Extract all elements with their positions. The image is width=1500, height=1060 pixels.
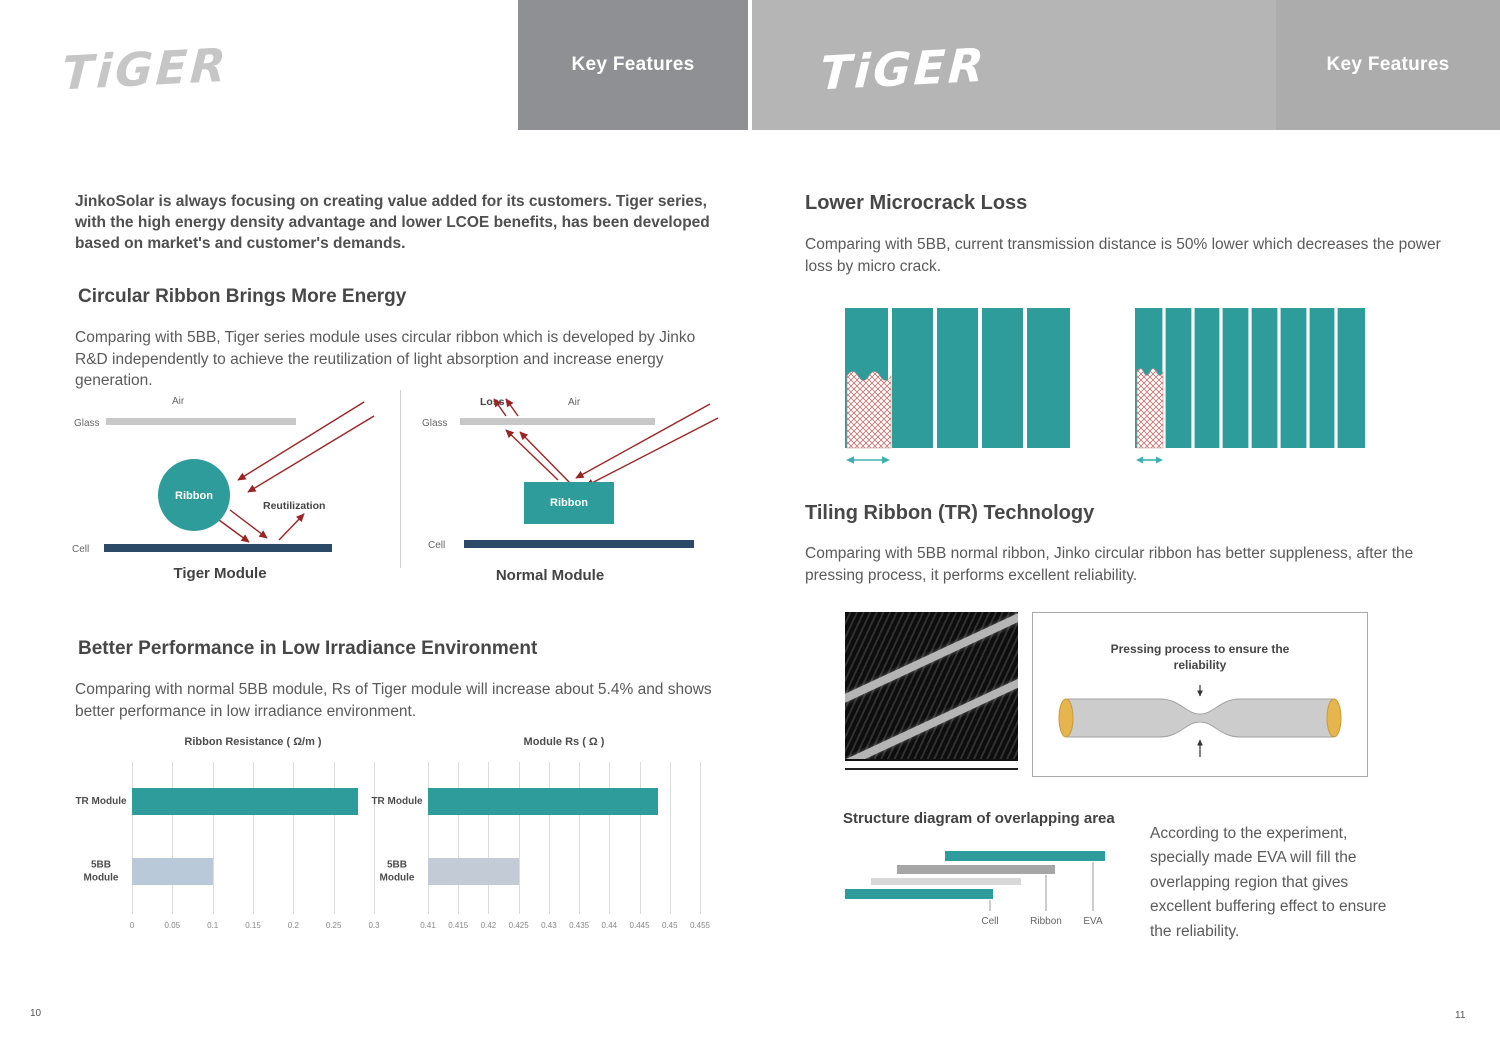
microcrack-panel-5bb: [1135, 308, 1365, 475]
gridline: [172, 762, 173, 914]
axis-tick-label: 0.435: [569, 921, 590, 930]
overlap-label-ribbon: Ribbon: [1030, 916, 1062, 927]
page-right: [750, 0, 1500, 1060]
tiling-ribbon-body: Comparing with 5BB normal ribbon, Jinko circular ribbon has better suppleness, after the pressing process, it performs excellent reliability.: [805, 545, 1414, 584]
bar-tr-module: [132, 788, 358, 815]
tiger-module-caption: Tiger Module: [173, 565, 267, 582]
microcrack-panel-tr: [845, 308, 1070, 475]
gridline: [334, 762, 335, 914]
loss-label: Loss: [480, 396, 505, 408]
axis-tick-label: 0.445: [629, 921, 650, 930]
microcrack-region: [1137, 369, 1163, 449]
ribbon-label: Ribbon: [175, 490, 213, 502]
diagram-divider: [400, 390, 401, 568]
glass-bar: [106, 418, 296, 425]
section-title-circular-ribbon: Circular Ribbon Brings More Energy: [78, 286, 407, 307]
chart-title: Ribbon Resistance ( Ω/m ): [184, 736, 322, 748]
axis-tick-label: 0.15: [245, 921, 261, 930]
page-number-left: 10: [30, 1008, 42, 1019]
bounce-ray: [279, 514, 304, 540]
gridline: [519, 762, 520, 914]
axis-tick-label: 0.44: [601, 921, 618, 930]
axis-tick-label: 0.3: [368, 921, 380, 930]
reutilization-label: Reutilization: [263, 500, 326, 512]
gridline: [640, 762, 641, 914]
gridline: [579, 762, 580, 914]
tiger-logo: TiGER: [818, 37, 989, 101]
gridline: [253, 762, 254, 914]
chart-title: Module Rs ( Ω ): [523, 736, 605, 748]
ribbon-end-cap: [1327, 699, 1341, 737]
ribbon-label: Ribbon: [550, 497, 588, 509]
microcrack-panel-5bb-svg: [1135, 308, 1365, 470]
category-label: 5BB Module: [83, 859, 119, 883]
glass-label: Glass: [74, 418, 100, 429]
bar-5bb-module: [132, 858, 213, 885]
glass-bar: [460, 418, 655, 425]
arrowhead-right: [1156, 457, 1163, 464]
page-number-right: 11: [1455, 1010, 1466, 1021]
pressing-process-box: [1032, 612, 1368, 777]
normal-module-diagram: [408, 392, 723, 562]
module-rs-chart: [368, 736, 713, 941]
gridline: [293, 762, 294, 914]
overlap-bar-gray: [897, 865, 1055, 874]
gridline: [488, 762, 489, 914]
performance-body: Comparing with normal 5BB module, Rs of Tiger module will increase about 5.4% and shows better performance in low irradiance environment.: [75, 681, 712, 720]
overlap-structure-diagram: [845, 845, 1145, 938]
section-title-microcrack: Lower Microcrack Loss: [805, 192, 1028, 214]
gridline: [213, 762, 214, 914]
axis-tick-label: 0.425: [508, 921, 529, 930]
tiger-logo: TiGER: [60, 37, 231, 101]
axis-tick-label: 0.455: [689, 921, 711, 930]
axis-tick-label: 0.2: [287, 921, 299, 930]
arrowhead-left: [846, 456, 854, 464]
chart-plot: [420, 762, 711, 930]
cell-label: Cell: [72, 544, 90, 555]
bar-5bb-module: [428, 858, 519, 885]
incident-ray: [586, 418, 718, 486]
bar-tr-module: [428, 788, 658, 815]
cell-label: Cell: [428, 540, 446, 551]
normal-module-svg: [408, 392, 723, 562]
overlap-structure-svg: [845, 845, 1145, 933]
normal-module-caption: Normal Module: [495, 567, 605, 584]
glass-label: Glass: [422, 418, 448, 429]
overlap-caption: Structure diagram of overlapping area: [843, 810, 1115, 827]
axis-tick-label: 0.45: [661, 921, 678, 930]
key-features-label: Key Features: [1326, 54, 1450, 75]
tiger-module-svg: [66, 392, 381, 562]
cell-bar: [104, 544, 332, 552]
pressed-ribbon-svg: [1050, 675, 1350, 767]
overlap-label-cell: Cell: [981, 916, 999, 927]
axis-tick-label: 0.1: [207, 921, 219, 930]
incident-ray: [248, 416, 374, 492]
key-features-label: Key Features: [571, 54, 695, 75]
microcrack-panel-tr-svg: [845, 308, 1070, 470]
section-title-tiling-ribbon: Tiling Ribbon (TR) Technology: [805, 502, 1095, 524]
category-label: 5BB Module: [379, 859, 415, 883]
gridline: [700, 762, 701, 914]
axis-tick-label: 0.05: [164, 921, 181, 930]
gridline: [549, 762, 550, 914]
category-label: TR Module: [371, 795, 423, 807]
incident-ray: [238, 402, 364, 480]
loss-ray: [506, 399, 518, 416]
photo-base-layer: [845, 759, 1018, 777]
microcrack-body: Comparing with 5BB, current transmission distance is 50% lower which decreases the power loss by micro crack.: [805, 236, 1441, 275]
circular-ribbon-body: Comparing with 5BB, Tiger series module uses circular ribbon which is developed by Jinko R&D independently to achieve the reutilization of light absorption and increase energy generation.: [75, 329, 696, 390]
gridline: [458, 762, 459, 914]
arrowhead-left: [1136, 457, 1143, 464]
key-features-tab: [1276, 0, 1500, 130]
ribbon-resistance-chart: [72, 736, 417, 941]
reflected-ray: [506, 430, 558, 480]
overlap-bar-light: [871, 878, 1021, 885]
axis-tick-label: 0.415: [448, 921, 469, 930]
overlap-bar-bottom-teal: [845, 889, 993, 899]
overlap-label-eva: EVA: [1083, 916, 1103, 927]
pressing-caption: Pressing process to ensure the reliability: [1110, 642, 1290, 673]
reflected-ray: [219, 520, 249, 542]
ribbon-strip: [845, 612, 1018, 717]
axis-tick-label: 0: [129, 921, 135, 930]
incident-ray: [576, 404, 710, 478]
axis-tick-label: 0.43: [541, 921, 557, 930]
ribbon-strip: [845, 645, 1018, 771]
air-label: Air: [172, 396, 185, 407]
air-label: Air: [568, 397, 581, 408]
gridline: [428, 762, 429, 914]
microcrack-region: [847, 372, 891, 449]
ribbon-end-cap: [1059, 699, 1073, 737]
cell-bar: [464, 540, 694, 548]
cell-closeup-photo: [845, 612, 1018, 777]
tiger-module-diagram: [66, 392, 381, 562]
eva-note: According to the experiment, specially made EVA will fill the overlapping region that gives excellent buffering effect to ensure the reliability.: [1150, 825, 1387, 940]
gridline: [670, 762, 671, 914]
axis-tick-label: 0.42: [480, 921, 497, 930]
gridline: [132, 762, 133, 914]
axis-tick-label: 0.41: [420, 921, 436, 930]
overlap-bar-top-teal: [945, 851, 1105, 861]
reflected-ray: [230, 510, 267, 538]
gridline: [609, 762, 610, 914]
reflected-ray: [520, 432, 571, 484]
intro-paragraph: JinkoSolar is always focusing on creating value added for its customers. Tiger series, with the high energy density advantage and lower LCOE benefits, has been developed based on market's and customer's demands.: [75, 193, 710, 252]
category-label: TR Module: [75, 795, 127, 807]
key-features-tab: [518, 0, 748, 130]
pressed-ribbon-body: [1066, 699, 1334, 737]
section-title-performance: Better Performance in Low Irradiance Environment: [78, 638, 538, 659]
chart-plot: [129, 762, 380, 930]
axis-tick-label: 0.25: [325, 921, 342, 930]
arrowhead-right: [882, 456, 890, 464]
